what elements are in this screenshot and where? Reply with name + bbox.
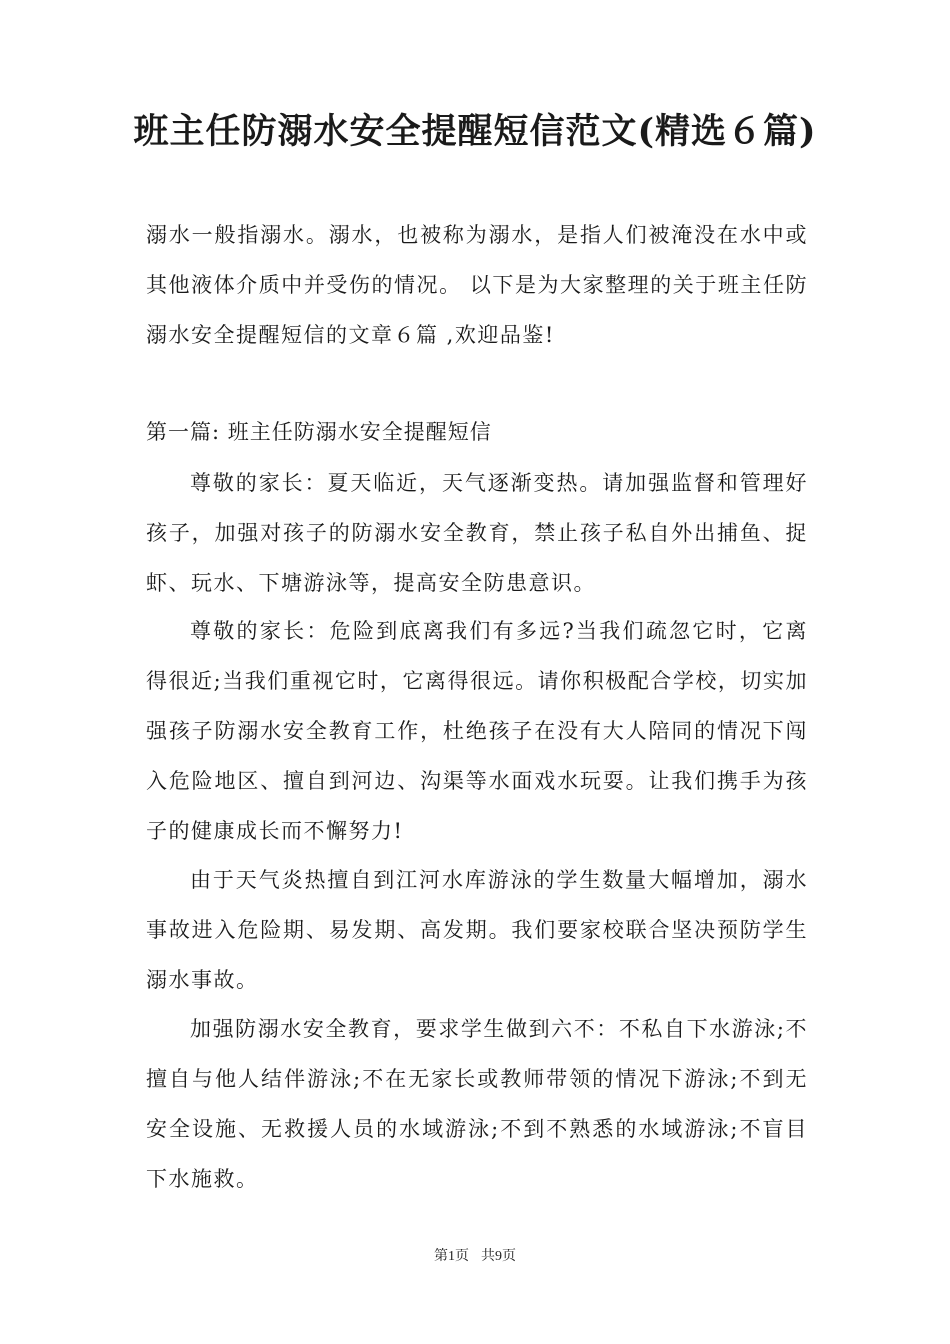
document-title: 班主任防溺水安全提醒短信范文(精选６篇) [133,111,817,152]
page-total: 共9页 [481,1249,516,1264]
section-heading: 第一篇: 班主任防溺水安全提醒短信 [146,420,492,444]
body-paragraph: 尊敬的家长：夏天临近，天气逐渐变热。请加强监督和管理好孩子，加强对孩子的防溺水安全教育，禁止孩子私自外出捕鱼、捉虾、玩水、下塘游泳等，提高安全防患意识。 [146,471,808,595]
body-paragraph: 尊敬的家长：危险到底离我们有多远?当我们疏忽它时，它离得很近;当我们重视它时，它离得很远。请你积极配合学校，切实加强孩子防溺水安全教育工作，杜绝孩子在没有大人陪同的情况下闯入危险地区、擅自到河边、沟渠等水面戏水玩耍。让我们携手为孩子的健康成长而不懈努力! [146,619,808,843]
intro-paragraph: 溺水一般指溺水。溺水，也被称为溺水，是指人们被淹没在水中或其他液体介质中并受伤的情况。 以下是为大家整理的关于班主任防溺水安全提醒短信的文章６篇 ,欢迎品鉴! [146,223,808,347]
page-number: 第1页 [434,1249,469,1264]
body-paragraph: 由于天气炎热擅自到江河水库游泳的学生数量大幅增加，溺水事故进入危险期、易发期、高发期。我们要家校联合坚决预防学生溺水事故。 [146,868,808,992]
body-paragraph: 加强防溺水安全教育，要求学生做到六不：不私自下水游泳;不擅自与他人结伴游泳;不在无家长或教师带领的情况下游泳;不到无安全设施、无救援人员的水域游泳;不到不熟悉的水域游泳;不盲目下水施救。 [146,1017,808,1191]
page-footer [0,1247,950,1267]
